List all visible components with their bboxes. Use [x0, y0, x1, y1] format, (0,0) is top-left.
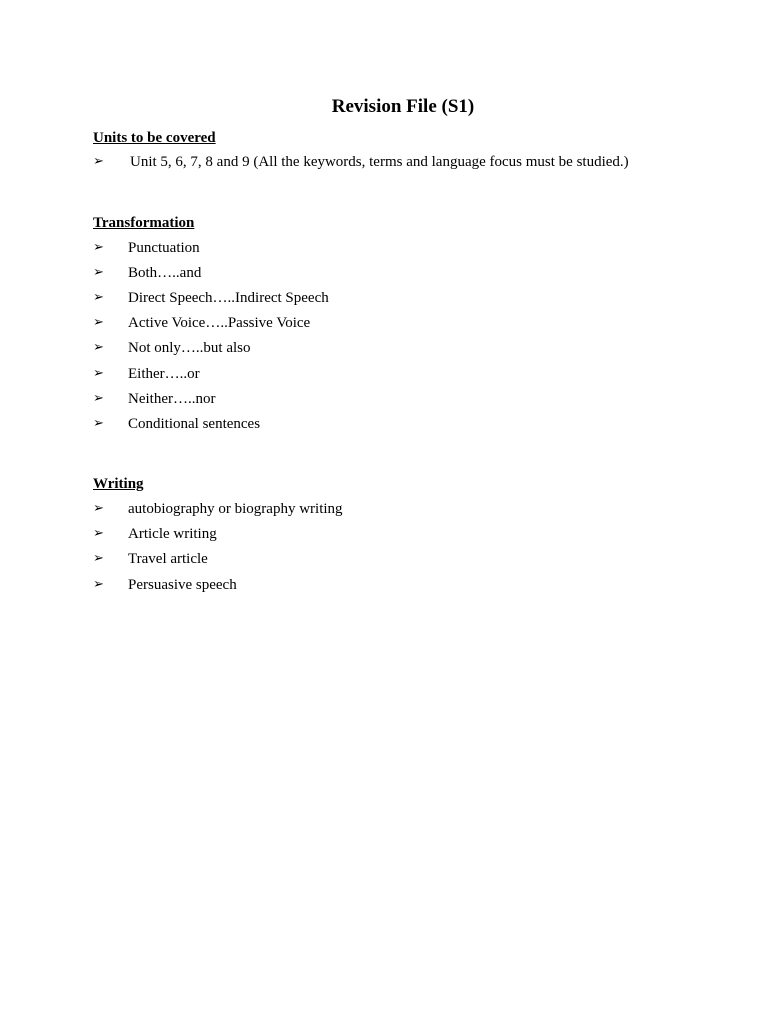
section-heading-transformation: Transformation: [93, 215, 195, 231]
arrowhead-bullet-icon: ➢: [93, 340, 104, 355]
list-item-text: Unit 5, 6, 7, 8 and 9 (All the keywords, terms and language focus must be studied.): [130, 154, 629, 170]
list-item-text: Article writing: [128, 526, 217, 542]
arrowhead-bullet-icon: ➢: [93, 240, 104, 255]
arrowhead-bullet-icon: ➢: [93, 290, 104, 305]
list-item-text: Not only…..but also: [128, 340, 251, 356]
arrowhead-bullet-icon: ➢: [93, 391, 104, 406]
section-heading-writing: Writing: [93, 476, 144, 492]
list-item-text: Travel article: [128, 551, 208, 567]
list-item-text: Both…..and: [128, 265, 202, 281]
arrowhead-bullet-icon: ➢: [93, 265, 104, 280]
list-item-text: autobiography or biography writing: [128, 501, 343, 517]
arrowhead-bullet-icon: ➢: [93, 416, 104, 431]
arrowhead-bullet-icon: ➢: [93, 526, 104, 541]
list-item-text: Conditional sentences: [128, 416, 261, 432]
arrowhead-bullet-icon: ➢: [93, 577, 104, 592]
list-item-text: Neither…..nor: [128, 391, 216, 407]
arrowhead-bullet-icon: ➢: [93, 551, 104, 566]
list-item-text: Either…..or: [128, 366, 200, 382]
arrowhead-bullet-icon: ➢: [93, 154, 104, 169]
arrowhead-bullet-icon: ➢: [93, 315, 104, 330]
arrowhead-bullet-icon: ➢: [93, 501, 104, 516]
list-item-text: Active Voice…..Passive Voice: [128, 315, 311, 331]
arrowhead-bullet-icon: ➢: [93, 366, 104, 381]
page-title: Revision File (S1): [331, 96, 475, 117]
list-item-text: Persuasive speech: [128, 577, 237, 593]
section-heading-units: Units to be covered: [93, 130, 216, 146]
list-item-text: Direct Speech…..Indirect Speech: [128, 290, 329, 306]
list-item-text: Punctuation: [128, 240, 200, 256]
